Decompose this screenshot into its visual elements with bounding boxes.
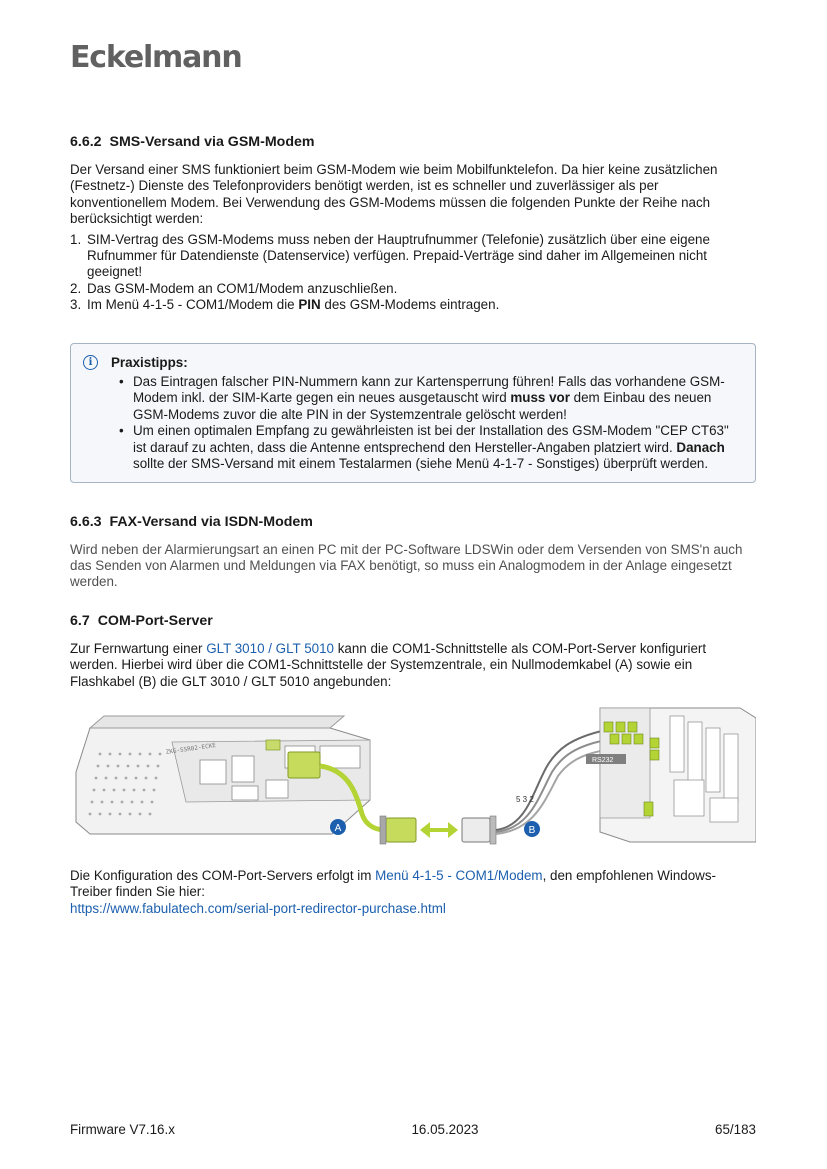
fax-paragraph: Wird neben der Alarmierungsart an einen PC mit der PC-Software LDSWin oder dem Versenden von SMS'n auch das Senden von Alarmen und Meldungen via FAX benötigt, so muss ein Analogmodem in der Anlage eingesetzt werden. (70, 541, 743, 590)
com-port-intro-paragraph: Zur Fernwartung einer GLT 3010 / GLT 5010 kann die COM1-Schnittstelle als COM-Port-Server konfiguriert werden. Hierbei wird über die COM1-Schnittstelle der Systemzentrale, ein Nullmodemkabel (A) sowie ein Flashkabel (B) die GLT 3010 / GLT 5010 angebunden: (70, 640, 707, 689)
list-item: 2. Das GSM-Modem an COM1/Modem anzuschließen. (70, 280, 398, 296)
glt-link[interactable]: GLT 3010 / GLT 5010 (206, 640, 334, 656)
bullet: • (119, 423, 124, 439)
section-title: SMS-Versand via GSM-Modem (109, 134, 315, 150)
page-number: 65/183 (715, 1122, 756, 1137)
driver-url-link[interactable]: https://www.fabulatech.com/serial-port-redirector-purchase.html (70, 900, 446, 916)
tips-list (83, 374, 741, 472)
company-logo: Eckelmann (70, 40, 242, 75)
list-item: • Das Eintragen falscher PIN-Nummern kann zur Kartensperrung führen! Falls das vorhandene GSM-Modem inkl. der SIM-Karte gegen ein neues ausgetauscht wird muss vor dem Einbau des neuen GSM-Modems zuvor die alte PIN in der Systemzentrale gelöscht werden! (119, 374, 725, 422)
device-print: ZKG-SSR02-ECKE (165, 741, 217, 756)
firmware-version: Firmware V7.16.x (70, 1122, 175, 1137)
pin-numbers: 5 3 2 (516, 794, 534, 804)
practical-tips-box (70, 343, 756, 483)
gsm-steps-list (70, 232, 756, 314)
section-number: 6.6.3 (70, 513, 102, 530)
section-number: 6.7 (70, 612, 90, 629)
com-port-config-paragraph: Die Konfiguration des COM-Port-Servers erfolgt im Menü 4-1-5 - COM1/Modem, den empfohlenen Windows-Treiber finden Sie hier: (70, 867, 716, 900)
section-title: COM-Port-Server (97, 612, 213, 629)
connection-illustration (70, 702, 756, 852)
section-number: 6.6.2 (70, 134, 102, 150)
info-icon: i (83, 355, 98, 370)
label-a-badge (330, 819, 346, 835)
glt-device (516, 708, 756, 842)
label-b-badge (524, 821, 540, 837)
list-item: • Um einen optimalen Empfang zu gewährleisten ist bei der Installation des GSM-Modem "CEP CT63" ist darauf zu achten, dass die Antenne entsprechend den Hersteller-Angaben platziert wird. Danach sollte der SMS-Versand mit einem Testalarmen (siehe Menü 4-1-7 - Sonstiges) überprüft werden. (119, 423, 729, 472)
section-title: FAX-Versand via ISDN-Modem (109, 513, 313, 530)
bullet: • (119, 374, 124, 390)
tips-title: Praxistipps: (111, 354, 188, 370)
page-content (70, 133, 756, 917)
sms-intro-paragraph: Der Versand einer SMS funktioniert beim GSM-Modem wie beim Mobilfunktelefon. Da hier keine zusätzlichen (Festnetz-) Dienste des Telefonproviders benötigt werden, ist es schneller und zuverlässiger als per konventionellem Modem. Bei Verwendung des GSM-Modems müssen die folgenden Punkte der Reihe nach berücksichtigt werden: (70, 162, 718, 227)
menu-link[interactable]: Menü 4-1-5 - COM1/Modem (375, 867, 543, 883)
section-heading-6-6-3 (70, 513, 756, 531)
system-central-device (76, 716, 370, 834)
connection-diagram (70, 702, 756, 852)
list-item: 3. Im Menü 4-1-5 - COM1/Modem die PIN des GSM-Modems eintragen. (70, 297, 500, 313)
page-footer (70, 1122, 756, 1137)
rs232-label: RS232 (592, 756, 614, 764)
svg-text:B: B (528, 824, 536, 836)
section-heading-6-6-2 (70, 133, 756, 151)
footer-date: 16.05.2023 (411, 1122, 479, 1137)
section-heading-6-7 (70, 612, 756, 630)
list-item: 1. SIM-Vertrag des GSM-Modems muss neben der Hauptrufnummer (Telefonie) zusätzlich über eine eigene Rufnummer für Datendienste (Datenservice) verfügen. Prepaid-Verträge sind daher im Allgemeinen nicht geeignet! (70, 231, 710, 280)
double-arrow-icon (420, 822, 458, 838)
svg-text:A: A (334, 822, 342, 834)
